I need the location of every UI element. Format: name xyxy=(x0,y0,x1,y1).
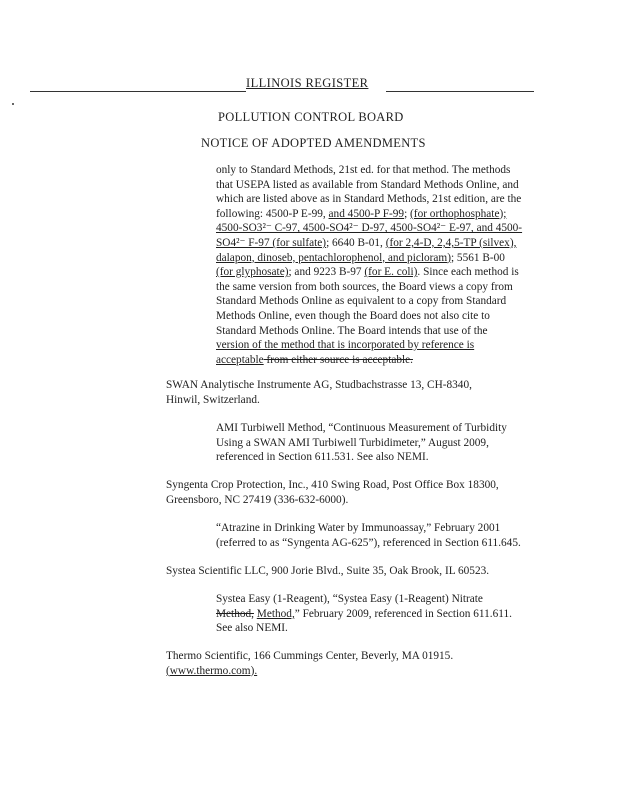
reference-line: “Atrazine in Drinking Water by Immunoassay,” February 2001 xyxy=(216,522,501,534)
reference-line: See also NEMI. xyxy=(216,622,288,635)
text-line: only to Standard Methods, 21st ed. for that method. The methods xyxy=(216,164,511,176)
ref-entry-syngenta xyxy=(216,521,596,550)
text-line: Standard Methods Online. The Board intends that use of the xyxy=(216,324,488,337)
text-line: (for glyphosate); and 9223 B-97 (for E. coli). Since each method is xyxy=(216,266,519,279)
text-line: that USEPA listed as available from Standard Methods Online, and xyxy=(216,178,519,191)
text-line: version of the method that is incorporated by reference is xyxy=(216,339,475,352)
org-address-line: Systea Scientific LLC, 900 Jorie Blvd., Suite 35, Oak Brook, IL 60523. xyxy=(166,565,490,577)
reference-line: Method, Method,” February 2009, referenced in Section 611.611. xyxy=(216,607,512,620)
ref-entry-swan xyxy=(216,421,576,465)
reference-line: (referred to as “Syngenta AG-625”), referenced in Section 611.645. xyxy=(216,536,521,549)
org-address-line: Greensboro, NC 27419 (336-632-6000). xyxy=(166,493,349,506)
notice-heading: NOTICE OF ADOPTED AMENDMENTS xyxy=(201,136,426,150)
header-rule-left xyxy=(30,91,246,92)
org-entry-thermo xyxy=(166,649,576,678)
ref-entry-systea xyxy=(216,592,576,636)
text-line: which are listed above as in Standard Methods, 21st edition, are the xyxy=(216,193,522,206)
scan-speck xyxy=(12,103,14,105)
org-entry-syngenta xyxy=(166,478,576,507)
org-entry-systea xyxy=(166,564,586,579)
reference-line: referenced in Section 611.531. See also NEMI. xyxy=(216,451,429,464)
text-line: acceptable from either source is acceptable. xyxy=(216,353,413,366)
org-entry-swan xyxy=(166,378,566,407)
org-address-line: Thermo Scientific, 166 Cummings Center, Beverly, MA 01915. xyxy=(166,650,454,662)
text-line: dalapon, dinoseb, pentachlorophenol, and picloram); 5561 B-00 xyxy=(216,251,505,264)
reference-line: AMI Turbiwell Method, “Continuous Measurement of Turbidity xyxy=(216,422,507,434)
org-address-line: SWAN Analytische Instrumente AG, Studbachstrasse 13, CH-8340, xyxy=(166,379,472,391)
text-line: following: 4500-P E-99, and 4500-P F-99; (for orthophosphate); xyxy=(216,207,507,220)
text-line: Standard Methods Online as equivalent to a copy from Standard xyxy=(216,295,507,308)
continued-paragraph xyxy=(216,163,556,367)
reference-line: Systea Easy (1-Reagent), “Systea Easy (1-Reagent) Nitrate xyxy=(216,593,483,605)
header-rule-right xyxy=(386,91,534,92)
text-line: the same version from both sources, the Board views a copy from xyxy=(216,280,513,293)
org-address-line: Hinwil, Switzerland. xyxy=(166,393,260,406)
reference-line: Using a SWAN AMI Turbiwell Turbidimeter,” August 2009, xyxy=(216,436,489,449)
register-title: ILLINOIS REGISTER xyxy=(246,76,369,90)
text-line: 4500-SO3²⁻ C-97, 4500-SO4²⁻ D-97, 4500-SO4²⁻ E-97, and 4500- xyxy=(216,222,523,235)
text-line: Methods Online, even though the Board does not also cite to xyxy=(216,309,490,322)
org-address-line: Syngenta Crop Protection, Inc., 410 Swing Road, Post Office Box 18300, xyxy=(166,479,499,491)
board-heading: POLLUTION CONTROL BOARD xyxy=(218,110,404,124)
text-line: SO4²⁻ F-97 (for sulfate); 6640 B-01, (for 2,4-D, 2,4,5-TP (silvex), xyxy=(216,236,517,249)
org-address-line: (www.thermo.com). xyxy=(166,664,258,677)
